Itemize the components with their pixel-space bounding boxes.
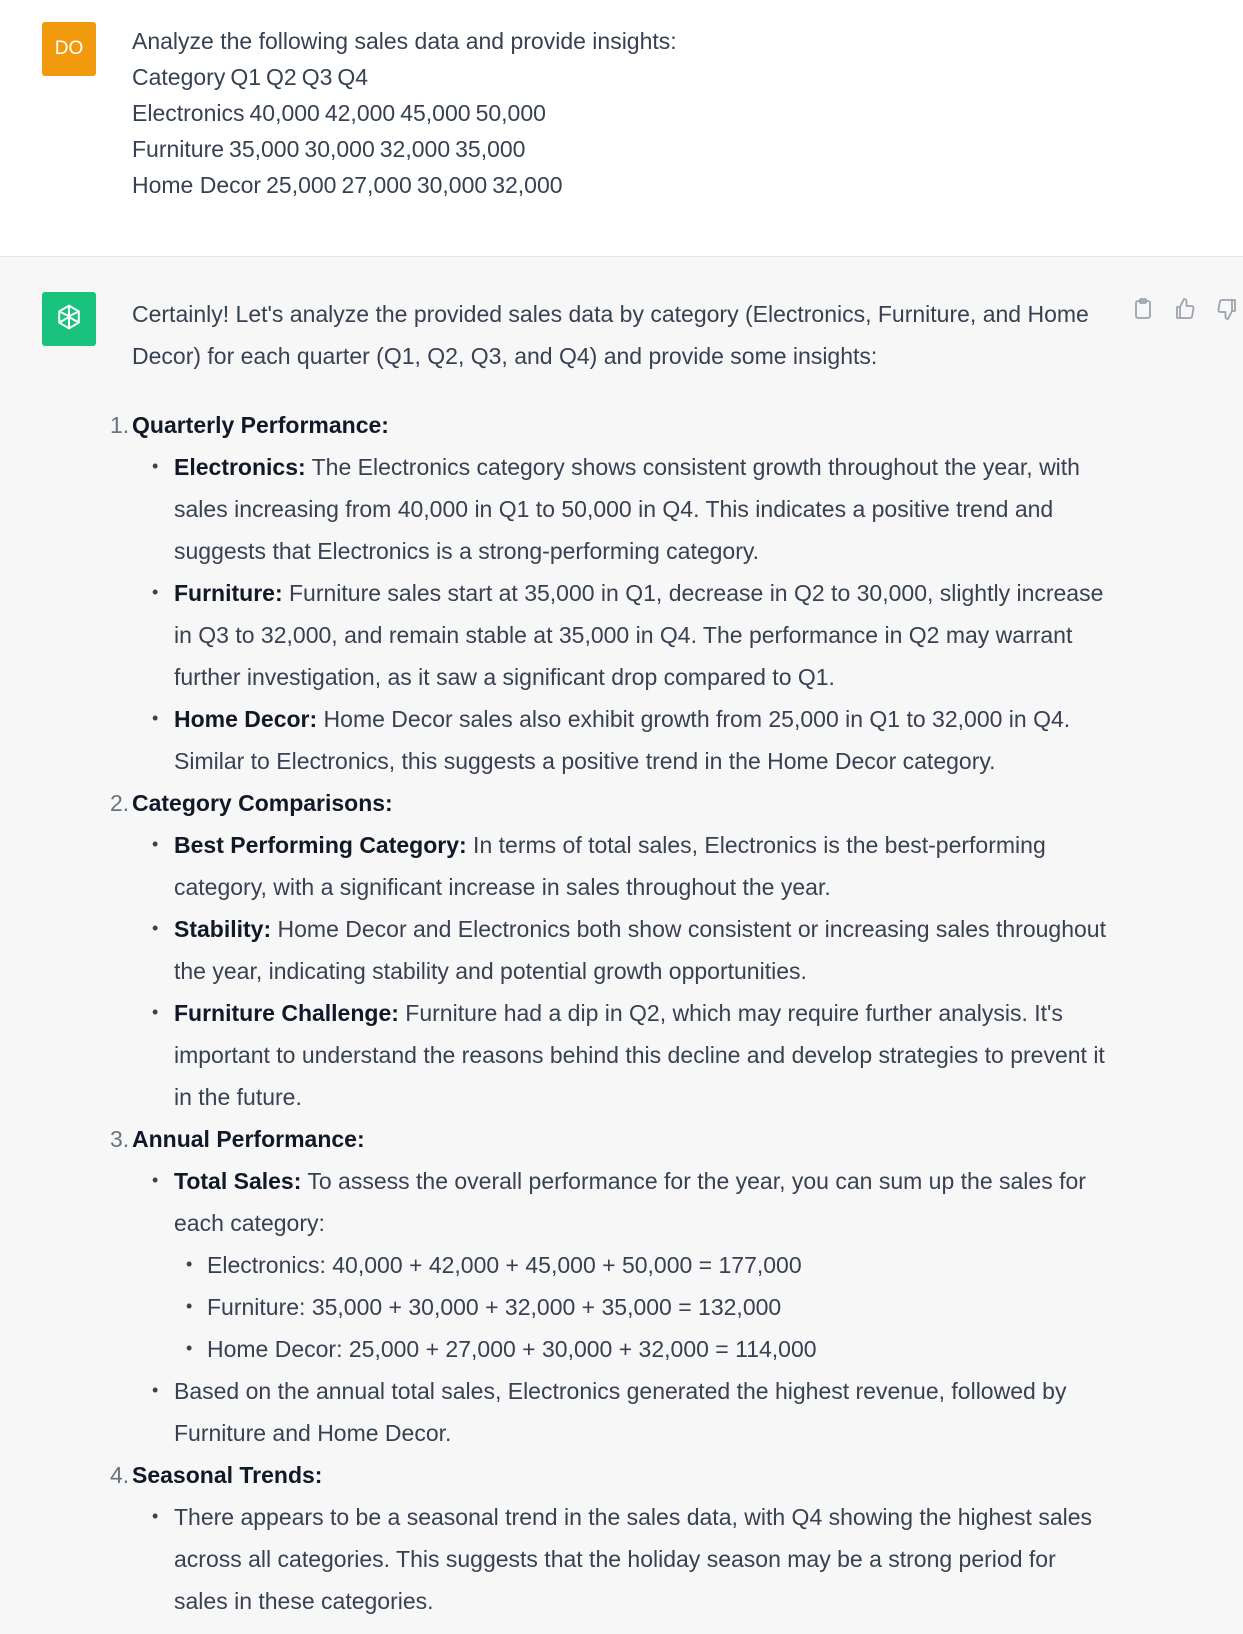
copy-icon[interactable] [1131, 297, 1155, 321]
table-header-row: Category Q1 Q2 Q3 Q4 [132, 64, 369, 90]
response-intro: Certainly! Let's analyze the provided sales data by category (Electronics, Furniture, and Home Decor) for each quarter (Q1, Q2, Q3, and Q4) and provide some insights: [132, 301, 1089, 369]
bullet: • Best Performing Category: In terms of total sales, Electronics is the best-performing category, with a significant increase in sales throughout the year. [174, 824, 1112, 908]
list-item: 1. Quarterly Performance: • Electronics: The Electronics category shows consistent growth throughout the year, with sales increasing from 40,000 in Q1 to 50,000 in Q4. This indicates a positive trend and suggests that Electronics is a strong-performing category. • Furniture: Furniture sales start at 35,000 in Q1, decrease in Q2 to 30,000, slightly increase in Q3 to 32,000, and remain stable at 35,000 in Q4. The performance in Q2 may warrant further investigation, as it saw a significant drop compared to Q1. • Home Decor: Home Decor sales also exhibit growth from 25,000 in Q1 to 32,000 in Q4. Similar to Electronics, this suggests a positive trend in the Home Decor category. [132, 404, 1112, 782]
thumbs-down-icon[interactable] [1215, 297, 1239, 321]
user-avatar: DO [42, 22, 96, 76]
user-prompt: Analyze the following sales data and provide insights: [132, 28, 677, 54]
bullet: • Furniture: Furniture sales start at 35,000 in Q1, decrease in Q2 to 30,000, slightly increase in Q3 to 32,000, and remain stable at 35,000 in Q4. The performance in Q2 may warrant further investigation, as it saw a significant drop compared to Q1. [174, 572, 1112, 698]
thumbs-up-icon[interactable] [1173, 297, 1197, 321]
bullet: • Stability: Home Decor and Electronics both show consistent or increasing sales throughout the year, indicating stability and potential growth opportunities. [174, 908, 1112, 992]
user-message [0, 0, 1243, 257]
sub-bullet: • Home Decor: 25,000 + 27,000 + 30,000 + 32,000 = 114,000 [207, 1328, 1112, 1370]
bullet: • Home Decor: Home Decor sales also exhibit growth from 25,000 in Q1 to 32,000 in Q4. Similar to Electronics, this suggests a positive trend in the Home Decor category. [174, 698, 1112, 782]
bullet: • There appears to be a seasonal trend in the sales data, with Q4 showing the highest sales across all categories. This suggests that the holiday season may be a strong period for sales in these categories. [174, 1496, 1112, 1622]
user-message-text [132, 23, 677, 203]
bullet: • Electronics: The Electronics category shows consistent growth throughout the year, with sales increasing from 40,000 in Q1 to 50,000 in Q4. This indicates a positive trend and suggests that Electronics is a strong-performing category. [174, 446, 1112, 572]
sub-bullet: • Electronics: 40,000 + 42,000 + 45,000 + 50,000 = 177,000 [207, 1244, 1112, 1286]
section-title: Category Comparisons: [132, 790, 393, 816]
assistant-avatar [42, 292, 96, 346]
bullet: • Total Sales: To assess the overall performance for the year, you can sum up the sales for each category: [174, 1160, 1112, 1244]
insights-list [110, 404, 1112, 1622]
bullet: • Based on the annual total sales, Electronics generated the highest revenue, followed by Furniture and Home Decor. [174, 1370, 1112, 1454]
section-title: Quarterly Performance: [132, 412, 389, 438]
section-title: Annual Performance: [132, 1126, 365, 1152]
message-actions [1131, 297, 1239, 321]
list-item: 4. Seasonal Trends: • There appears to be a seasonal trend in the sales data, with Q4 showing the highest sales across all categories. This suggests that the holiday season may be a strong period for sales in these categories. [132, 1454, 1112, 1622]
list-item: 2. Category Comparisons: • Best Performing Category: In terms of total sales, Electronics is the best-performing category, with a significant increase in sales throughout the year. • Stability: Home Decor and Electronics both show consistent or increasing sales throughout the year, indicating stability and potential growth opportunities. • Furniture Challenge: Furniture had a dip in Q2, which may require further analysis. It's important to understand the reasons behind this decline and develop strategies to prevent it in the future. [132, 782, 1112, 1118]
list-item: 3. Annual Performance: • Total Sales: To assess the overall performance for the year, you can sum up the sales for each category: • Electronics: 40,000 + 42,000 + 45,000 + 50,000 = 177,000 • Furniture: 35,000 + 30,000 + 32,000 + 35,000 = 132,000 • Home Decor: 25,000 + 27,000 + 30,000 + 32,000 = 114,000 • Based on the annual total sales, Electronics generated the highest revenue, followed by Furniture and Home Decor. [132, 1118, 1112, 1454]
table-row: Furniture 35,000 30,000 32,000 35,000 [132, 136, 526, 162]
table-row: Electronics 40,000 42,000 45,000 50,000 [132, 100, 546, 126]
assistant-response [110, 293, 1112, 1622]
table-row: Home Decor 25,000 27,000 30,000 32,000 [132, 172, 563, 198]
sub-bullet: • Furniture: 35,000 + 30,000 + 32,000 + 35,000 = 132,000 [207, 1286, 1112, 1328]
section-title: Seasonal Trends: [132, 1462, 323, 1488]
openai-logo-icon [52, 300, 86, 339]
bullet: • Furniture Challenge: Furniture had a dip in Q2, which may require further analysis. It's important to understand the reasons behind this decline and develop strategies to prevent it in the future. [174, 992, 1112, 1118]
